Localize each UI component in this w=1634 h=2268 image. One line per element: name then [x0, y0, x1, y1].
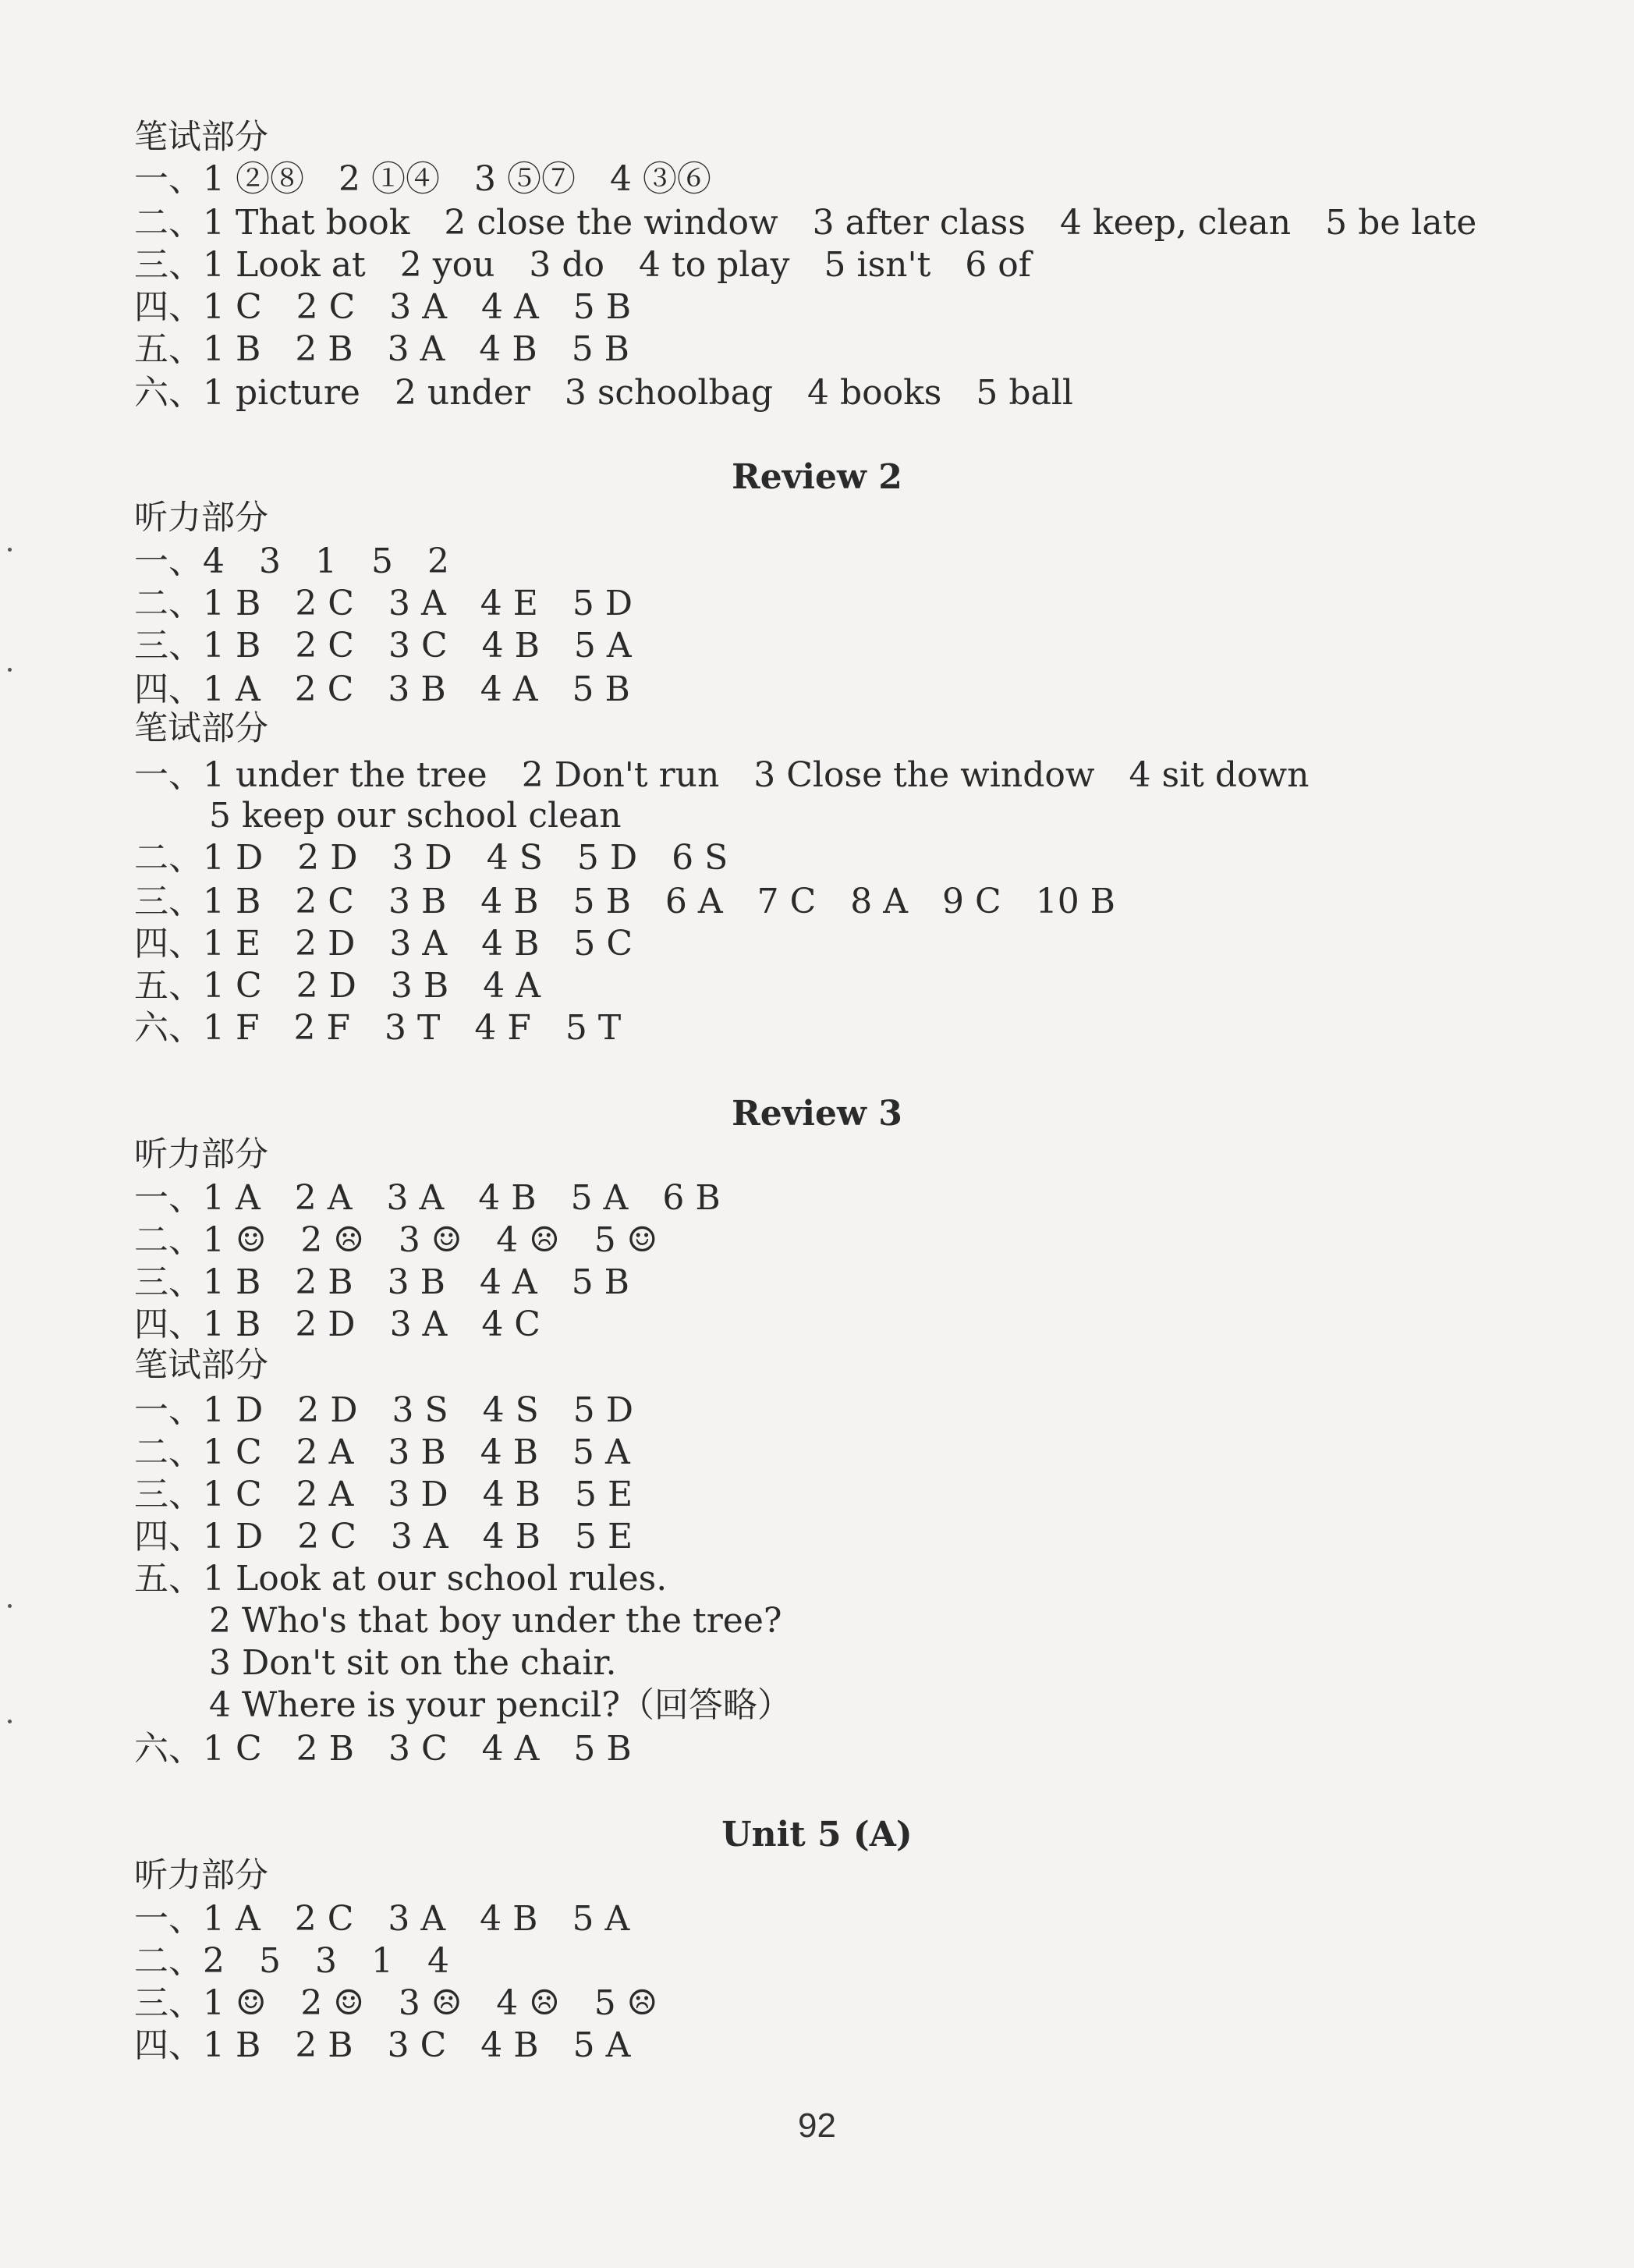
line: 三、1 B 2 B 3 B 4 A 5 B — [134, 1262, 630, 1302]
line: 四、1 B 2 B 3 C 4 B 5 A — [134, 2025, 631, 2065]
line: 一、1 A 2 C 3 A 4 B 5 A — [134, 1899, 630, 1939]
line: 笔试部分 — [134, 709, 268, 748]
line: 二、1 B 2 C 3 A 4 E 5 D — [134, 584, 633, 623]
line: 一、4 3 1 5 2 — [134, 541, 449, 581]
line: 五、1 Look at our school rules. — [134, 1559, 668, 1599]
line: 一、1 A 2 A 3 A 4 B 5 A 6 B — [134, 1178, 721, 1218]
line: 三、1 Look at 2 you 3 do 4 to play 5 isn't 6 of — [134, 245, 1032, 285]
line: 六、1 picture 2 under 3 schoolbag 4 books 5 ball — [134, 373, 1073, 413]
line: 听力部分 — [134, 1856, 268, 1895]
line: 一、1 ②⑧ 2 ①④ 3 ⑤⑦ 4 ③⑥ — [134, 159, 711, 199]
scan-speck — [8, 668, 12, 672]
line: 二、1 C 2 A 3 B 4 B 5 A — [134, 1432, 630, 1472]
line: 四、1 A 2 C 3 B 4 A 5 B — [134, 669, 630, 709]
line: 六、1 C 2 B 3 C 4 A 5 B — [134, 1729, 632, 1769]
line: 2 Who's that boy under the tree? — [209, 1601, 782, 1641]
line: 三、1 B 2 C 3 B 4 B 5 B 6 A 7 C 8 A 9 C 10 B — [134, 882, 1116, 921]
line: 三、1 B 2 C 3 C 4 B 5 A — [134, 626, 632, 665]
line: 一、1 under the tree 2 Don't run 3 Close the window 4 sit down — [134, 755, 1310, 795]
line: 三、1 C 2 A 3 D 4 B 5 E — [134, 1475, 633, 1514]
line: 二、1 ☺ 2 ☹ 3 ☺ 4 ☹ 5 ☺ — [134, 1220, 658, 1260]
line: 五、1 B 2 B 3 A 4 B 5 B — [134, 329, 630, 369]
scan-speck — [8, 548, 12, 552]
line: 笔试部分 — [134, 118, 268, 157]
section-title: Unit 5 (A) — [721, 1815, 913, 1855]
line: 六、1 F 2 F 3 T 4 F 5 T — [134, 1008, 622, 1048]
line: 5 keep our school clean — [209, 796, 622, 836]
line: 二、2 5 3 1 4 — [134, 1941, 449, 1981]
line: 二、1 D 2 D 3 D 4 S 5 D 6 S — [134, 838, 728, 878]
line: 听力部分 — [134, 499, 268, 538]
page-number: 92 — [798, 2107, 836, 2145]
line: 二、1 That book 2 close the window 3 after class 4 keep, clean 5 be late — [134, 203, 1477, 243]
line: 三、1 ☺ 2 ☺ 3 ☹ 4 ☹ 5 ☹ — [134, 1983, 658, 2023]
scan-speck — [8, 1604, 12, 1608]
section-title: Review 3 — [732, 1094, 902, 1134]
line: 3 Don't sit on the chair. — [209, 1643, 617, 1683]
line: 一、1 D 2 D 3 S 4 S 5 D — [134, 1390, 634, 1430]
section-title: Review 2 — [732, 457, 902, 497]
line: 四、1 B 2 D 3 A 4 C — [134, 1304, 541, 1344]
line: 四、1 C 2 C 3 A 4 A 5 B — [134, 287, 632, 327]
line: 笔试部分 — [134, 1346, 268, 1385]
scan-speck — [8, 1720, 12, 1723]
line: 五、1 C 2 D 3 B 4 A — [134, 966, 541, 1006]
line: 听力部分 — [134, 1135, 268, 1174]
line: 4 Where is your pencil?（回答略） — [209, 1685, 792, 1725]
line: 四、1 D 2 C 3 A 4 B 5 E — [134, 1517, 633, 1556]
line: 四、1 E 2 D 3 A 4 B 5 C — [134, 924, 633, 964]
